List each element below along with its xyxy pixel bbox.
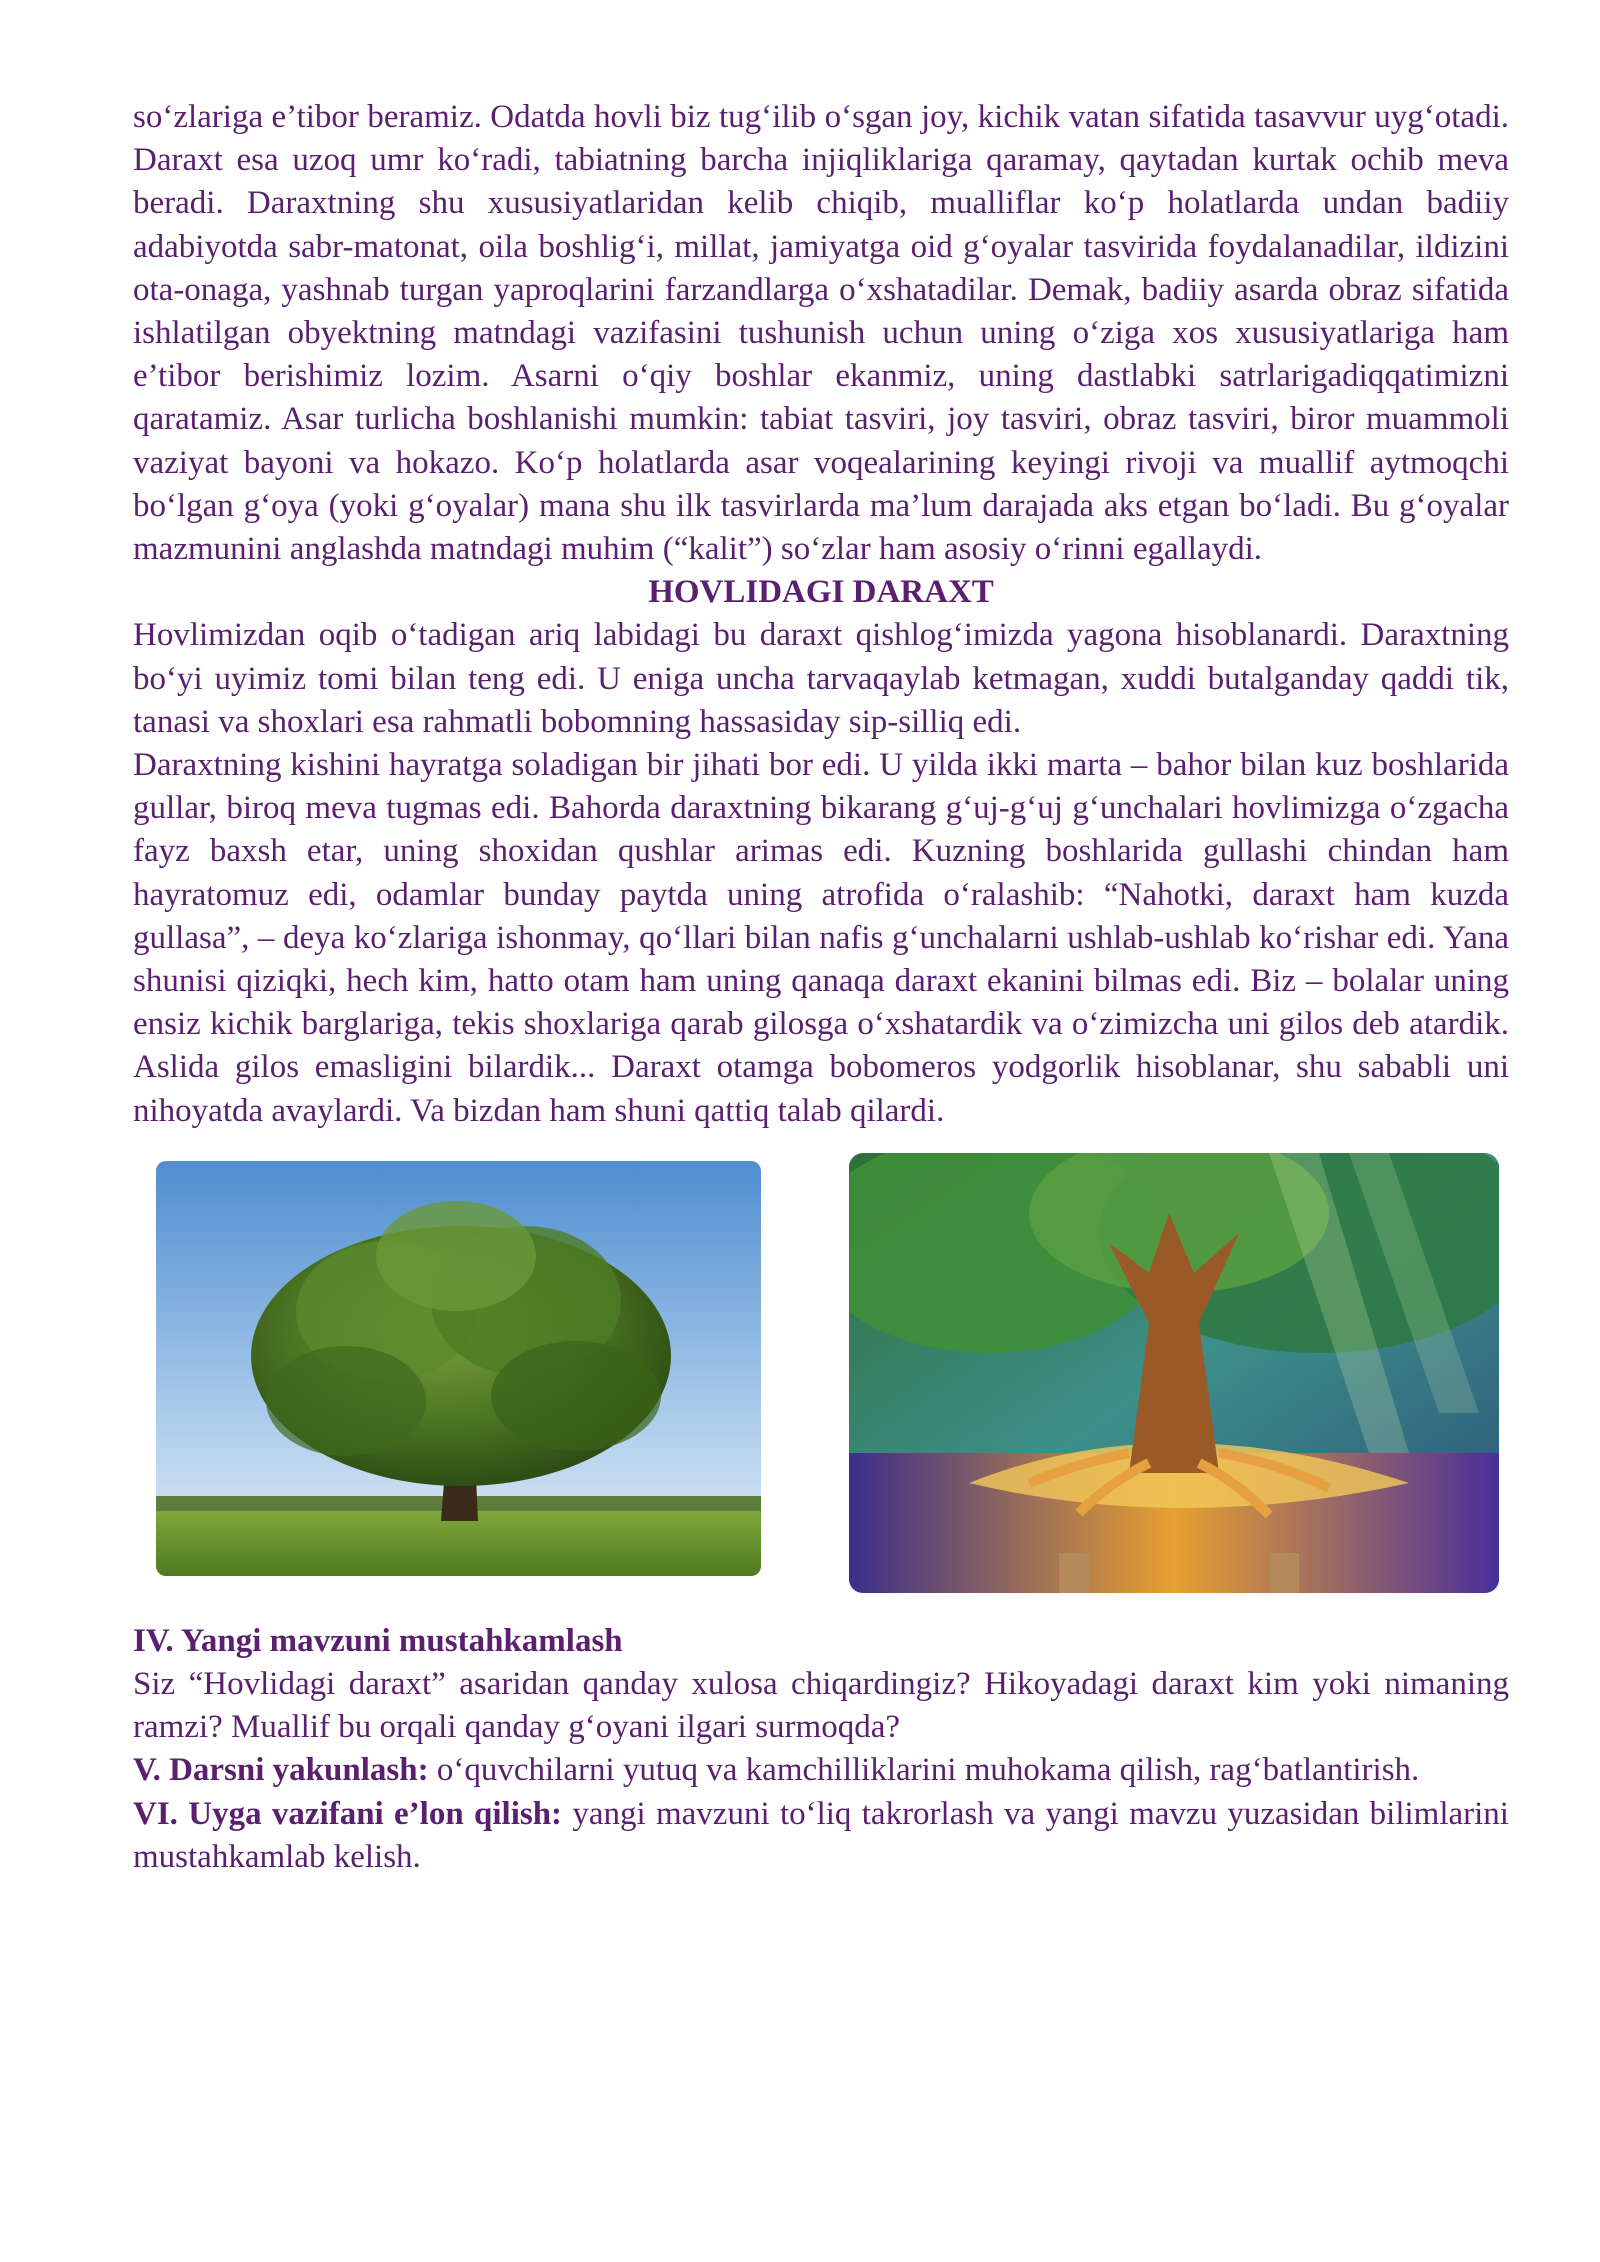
section-4-heading: IV. Yangi mavzuni mustahkamlash [133, 1622, 623, 1659]
section-6 [133, 1793, 1509, 1879]
story-paragraph-1: Hovlimizdan oqib o‘tadigan ariq labidagi bu daraxt qishlog‘imizda yagona hisoblanardi. Daraxtning bo‘yi uyimiz tomi bilan teng edi. U eniga uncha tarvaqaylab ketmagan, xuddi butalganday qaddi tik, tanasi va shoxlari esa rahmatli bobomning hassasiday sip-silliq edi. [133, 617, 1509, 740]
painted-tree-illustration [849, 1153, 1499, 1593]
section-6-text: yangi mavzuni to‘liq takrorlash va yangi mavzu yuzasidan bilimlarini mustahkamlab kelish. [133, 1795, 1509, 1875]
section-4-text: Siz “Hovlidagi daraxt” asaridan qanday xulosa chiqardingiz? Hikoyadagi daraxt kim yoki nimaning ramzi? Muallif bu orqali qanday g‘oyani ilgari surmoqda? [133, 1666, 1509, 1746]
oak-tree-photo [156, 1161, 761, 1576]
section-5-text: o‘quvchilarni yutuq va kamchilliklarini muhokama qilish, rag‘batlantirish. [428, 1752, 1420, 1789]
section-5-heading: V. Darsni yakunlash: [133, 1752, 429, 1789]
illustrations [133, 1153, 1509, 1598]
section-5 [133, 1749, 1509, 1792]
intro-paragraph: so‘zlariga e’tibor beramiz. Odatda hovli biz tug‘ilib o‘sgan joy, kichik vatan sifatida tasavvur uyg‘otadi. Daraxt esa uzoq umr ko‘radi, tabiatning barcha injiqliklariga qaramay, qaytadan kurtak ochib meva beradi. Daraxtning shu xususiyatlaridan kelib chiqib, mualliflar ko‘p holatlarda undan badiiy adabiyotda sabr-matonat, oila boshlig‘i, millat, jamiyatga oid g‘oyalar tasvirida foydalanadilar, ildizini ota-onaga, yashnab turgan yaproqlarini farzandlarga o‘xshatadilar. Demak, badiiy asarda obraz sifatida ishlatilgan obyektning matndagi vazifasini tushunish uchun uning o‘ziga xos xususiyatlariga ham e’tibor berishimiz lozim. Asarni o‘qiy boshlar ekanmiz, uning dastlabki satrlarigadiqqatimizni qaratamiz. Asar turlicha boshlanishi mumkin: tabiat tasviri, joy tasviri, obraz tasviri, biror muammoli vaziyat bayoni va hokazo. Ko‘p holatlarda asar voqealarining keyingi rivoji va muallif aytmoqchi bo‘lgan g‘oya (yoki g‘oyalar) mana shu ilk tasvirlarda ma’lum darajada aks etgan bo‘ladi. Bu g‘oyalar mazmunini anglashda matndagi muhim (“kalit”) so‘zlar ham asosiy o‘rinni egallaydi. [133, 99, 1509, 568]
story-paragraph-2: Daraxtning kishini hayratga soladigan bir jihati bor edi. U yilda ikki marta – bahor bilan kuz boshlarida gullar, biroq meva tugmas edi. Bahorda daraxtning bikarang g‘uj-g‘uj g‘unchalari hovlimizga o‘zgacha fayz baxsh etar, uning shoxidan qushlar arimas edi. Kuzning boshlarida gullashi chindan ham hayratomuz edi, odamlar bunday paytda uning atrofida o‘ralashib: “Nahotki, daraxt ham kuzda gullasa”, – deya ko‘zlariga ishonmay, qo‘llari bilan nafis g‘unchalarni ushlab-ushlab ko‘rishar edi. Yana shunisi qiziqki, hech kim, hatto otam ham uning qanaqa daraxt ekanini bilmas edi. Biz – bolalar uning ensiz kichik barglariga, tekis shoxlariga qarab gilosga o‘xshatardik va o‘zimizcha uni gilos deb atardik. Aslida gilos emasligini bilardik... Daraxt otamga bobomeros yodgorlik hisoblanar, shu sababli uni nihoyatda avaylardi. Va bizdan ham shuni qattiq talab qilardi. [133, 747, 1509, 1129]
section-6-heading: VI. Uyga vazifani e’lon qilish: [133, 1795, 563, 1832]
story-title: HOVLIDAGI DARAXT [648, 574, 994, 611]
document-page [133, 96, 1509, 1879]
